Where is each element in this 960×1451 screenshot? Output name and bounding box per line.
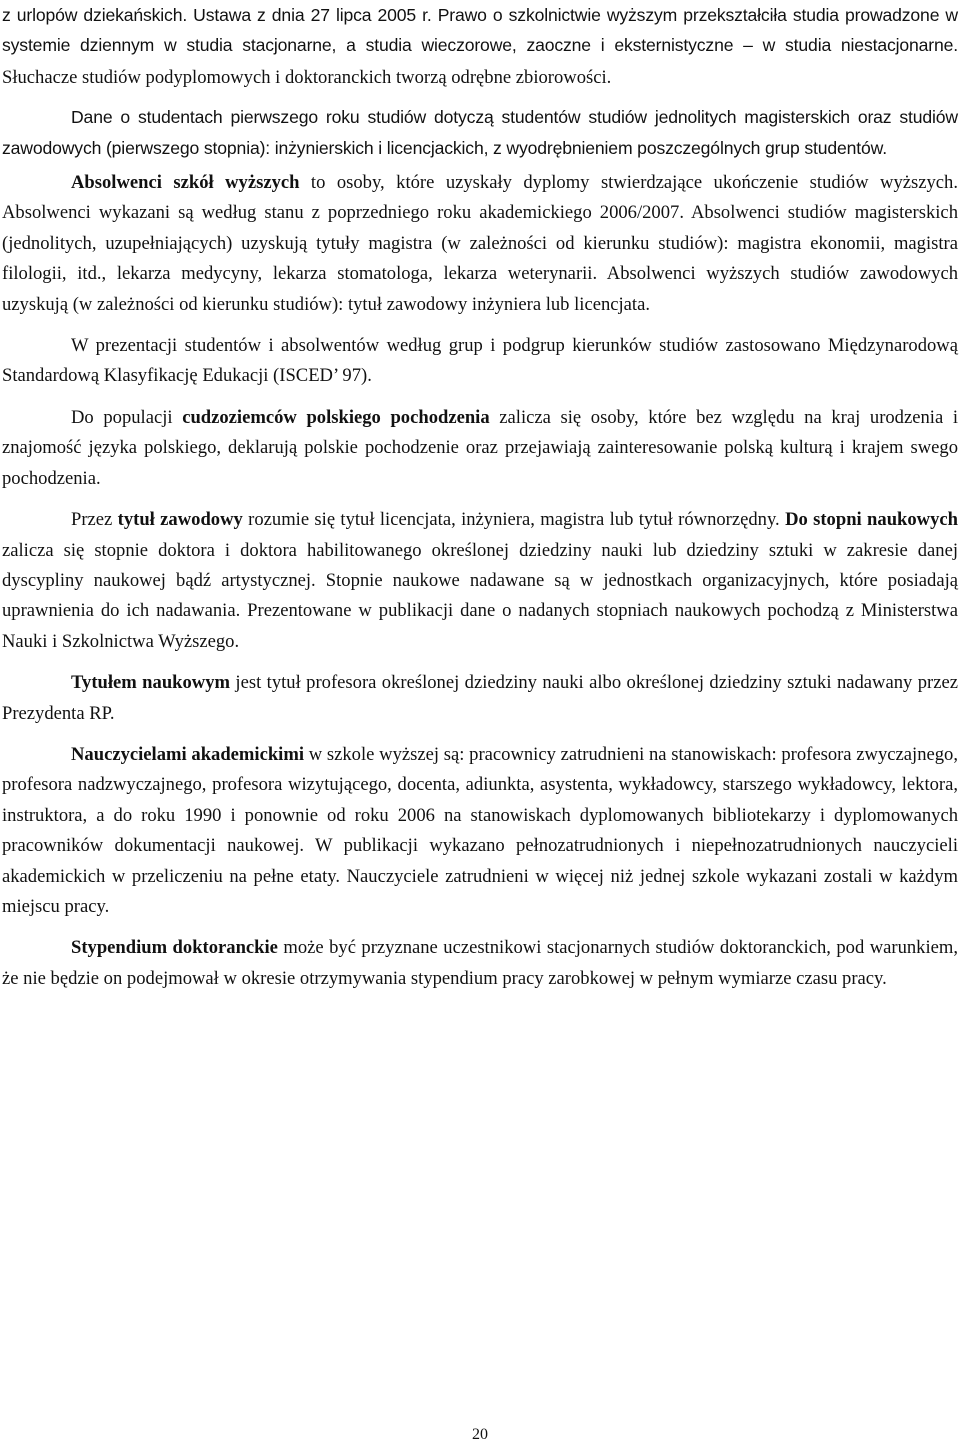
paragraph-first-year-students: Dane o studentach pierwszego roku studiów dotyczą studentów studiów jednolitych magisterskich oraz studiów zawodowych (pierwszego stopnia): inżynierskich i licencjackich, z wyodrębnieniem poszczególnych grup studentów. xyxy=(2,107,958,158)
postgraduate-text: Słuchacze studiów podyplomowych i doktoranckich tworzą odrębne zbiorowości. xyxy=(2,66,612,88)
paragraph-scientific-title xyxy=(2,668,958,729)
polish-origin-lead: Do populacji xyxy=(71,406,183,428)
term-academic-teachers: Nauczycielami akademickimi xyxy=(71,743,304,765)
degrees-lead: Przez xyxy=(71,509,118,531)
term-polish-origin: cudzoziemców polskiego pochodzenia xyxy=(182,406,490,428)
study-systems-text: z urlopów dziekańskich. Ustawa z dnia 27 lipca 2005 r. Prawo o szkolnictwie wyższym przekształciła studia prowadzone w systemie dziennym w studia stacjonarne, a studia wieczorowe, zaoczne i eksternistyczne – w studia niestacjonarne. xyxy=(2,5,958,56)
paragraph-polish-origin xyxy=(2,403,958,494)
term-graduates: Absolwenci szkół wyższych xyxy=(71,172,300,194)
paragraph-isced: W prezentacji studentów i absolwentów według grup i podgrup kierunków studiów zastosowano Międzynarodową Standardową Klasyfikację Edukacji (ISCED’ 97). xyxy=(2,335,958,387)
doctoral-scholarship-text: może być przyznane uczestnikowi stacjonarnych studiów doktoranckich, pod warunkiem, że nie będzie on podejmował w okresie otrzymywania stypendium pracy zarobkowej w pełnym wymiarze czasu pracy. xyxy=(2,937,959,989)
paragraph-study-systems xyxy=(2,0,958,93)
degrees-mid: rozumie się tytuł licencjata, inżyniera, magistra lub tytuł równorzędny. xyxy=(242,509,786,531)
paragraph-academic-teachers xyxy=(2,740,958,922)
page-number: 20 xyxy=(472,1426,488,1443)
graduates-text: to osoby, które uzyskały dyplomy stwierdzające ukończenie studiów wyższych. Absolwenci wykazani są według stanu z poprzedniego roku akademickiego 2006/2007. Absolwenci studiów magisterskich (jednolitych, uzupełniających) uzyskują tytuły magistra (w zależności od kierunku studiów): magistra ekonomii, magistra filologii, itd., lekarza medycyny, lekarza stomatologa, lekarza weterynarii. Absolwenci wyższych studiów zawodowych uzyskują (w zależności od kierunku studiów): tytuł zawodowy inżyniera lub licencjata. xyxy=(2,172,958,315)
scientific-title-text: jest tytuł profesora określonej dziedziny nauki albo określonej dziedziny sztuki nadawany przez Prezydenta RP. xyxy=(2,672,958,724)
term-professional-title: tytuł zawodowy xyxy=(117,509,243,531)
term-scientific-degrees: Do stopni naukowych xyxy=(785,509,958,531)
paragraph-graduates xyxy=(2,168,958,320)
academic-teachers-text: w szkole wyższej są: pracownicy zatrudnieni na stanowiskach: profesora zwyczajnego, profesora nadzwyczajnego, profesora wizytującego, docenta, adiunkta, asystenta, wykładowcy, starszego wykładowcy, lektora, instruktora, a do roku 1990 i ponownie od roku 2006 na stanowiskach dyplomowanych bibliotekarzy i dyplomowanych pracowników dokumentacji naukowej. W publikacji wykazano pełnozatrudnionych i niepełnozatrudnionych nauczycieli akademickich w przeliczeniu na pełne etaty. Nauczyciele zatrudnieni w więcej niż jednej szkole wykazani zostali w każdym miejscu pracy. xyxy=(2,743,958,917)
degrees-text: zalicza się stopnie doktora i doktora habilitowanego określonej dziedziny nauki lub dziedziny sztuki w zakresie danej dyscypliny naukowej bądź artystycznej. Stopnie naukowe nadawane są w jednostkach organizacyjnych, które posiadają uprawnienia do ich nadawania. Prezentowane w publikacji dane o nadanych stopniach naukowych pochodzą z Ministerstwa Nauki i Szkolnictwa Wyższego. xyxy=(2,539,958,652)
term-scientific-title: Tytułem naukowym xyxy=(71,672,231,694)
polish-origin-text: zalicza się osoby, które bez względu na kraj urodzenia i znajomość języka polskiego, deklarują polskie pochodzenie oraz przejawiają zainteresowanie polską kulturą i krajem swego pochodzenia. xyxy=(2,406,959,489)
document-page xyxy=(2,0,958,994)
term-doctoral-scholarship: Stypendium doktoranckie xyxy=(71,937,278,959)
paragraph-degrees xyxy=(2,505,958,657)
paragraph-doctoral-scholarship xyxy=(2,933,958,994)
